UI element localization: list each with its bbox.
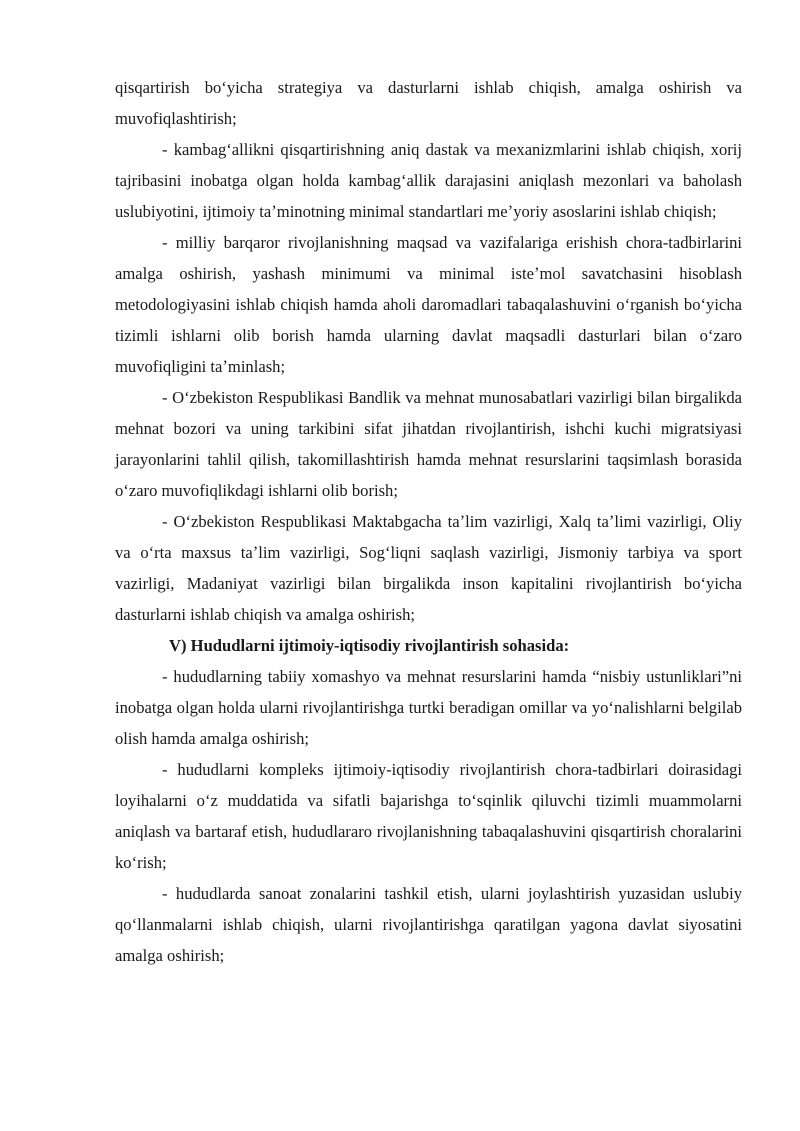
list-item-regional-development: - hududlarni kompleks ijtimoiy-iqtisodiy rivojlantirish chora-tadbirlari doirasidagi loyihalarni oʻz muddatida va sifatli bajarishga toʻsqinlik qiluvchi tizimli muammolarni aniqlash va bartaraf etish, hududlararo rivojlanishning tabaqalashuvini qisqartirish choralarini koʻrish;: [115, 760, 742, 872]
list-item-human-capital: - Oʻzbekiston Respublikasi Maktabgacha taʼlim vazirligi, Xalq taʼlimi vazirligi, Oliy va oʻrta maxsus taʼlim vazirligi, Sogʻliqni saqlash vazirligi, Jismoniy tarbiya va sport vazirligi, Madaniyat vazirligi bilan birgalikda inson kapitalini rivojlantirish boʻyicha dasturlarni ishlab chiqish va amalga oshirish;: [115, 512, 742, 624]
list-item-labor-market: - Oʻzbekiston Respublikasi Bandlik va mehnat munosabatlari vazirligi bilan birgalikda mehnat bozori va uning tarkibini sifat jihatdan rivojlantirish, ishchi kuchi migratsiyasi jarayonlarini tahlil qilish, takomillashtirish hamda mehnat resurslarini taqsimlash borasida oʻzaro muvofiqlikdagi ishlarni olib borish;: [115, 388, 742, 500]
paragraph-continuation: qisqartirish boʻyicha strategiya va dasturlarni ishlab chiqish, amalga oshirish va muvofiqlashtirish;: [115, 78, 742, 128]
section-heading: V) Hududlarni ijtimoiy-iqtisodiy rivojlantirish sohasida:: [169, 636, 570, 655]
list-item-poverty-mechanisms: - kambagʻallikni qisqartirishning aniq dastak va mexanizmlarini ishlab chiqish, xorij tajribasini inobatga olgan holda kambagʻallik darajasini aniqlash mezonlari va baholash uslubiyotini, ijtimoiy taʼminotning minimal standartlari meʼyoriy asoslarini ishlab chiqish;: [115, 140, 742, 221]
list-item-regional-resources: - hududlarning tabiiy xomashyo va mehnat resurslarini hamda “nisbiy ustunliklari”ni inobatga olgan holda ularni rivojlantirishga turtki beradigan omillar va yoʻnalishlarni belgilab olish hamda amalga oshirish;: [115, 667, 742, 748]
list-item-sustainable-development: - milliy barqaror rivojlanishning maqsad va vazifalariga erishish chora-tadbirlarini amalga oshirish, yashash minimumi va minimal isteʼmol savatchasini hisoblash metodologiyasini ishlab chiqish hamda aholi daromadlari tabaqalashuvini oʻrganish boʻyicha tizimli ishlarni olib borish hamda ularning davlat maqsadli dasturlari bilan oʻzaro muvofiqligini taʼminlash;: [115, 233, 742, 376]
document-page: [115, 72, 742, 971]
list-item-industrial-zones: - hududlarda sanoat zonalarini tashkil etish, ularni joylashtirish yuzasidan uslubiy qoʻllanmalarni ishlab chiqish, ularni rivojlantirishga qaratilgan yagona davlat siyosatini amalga oshirish;: [115, 884, 742, 965]
